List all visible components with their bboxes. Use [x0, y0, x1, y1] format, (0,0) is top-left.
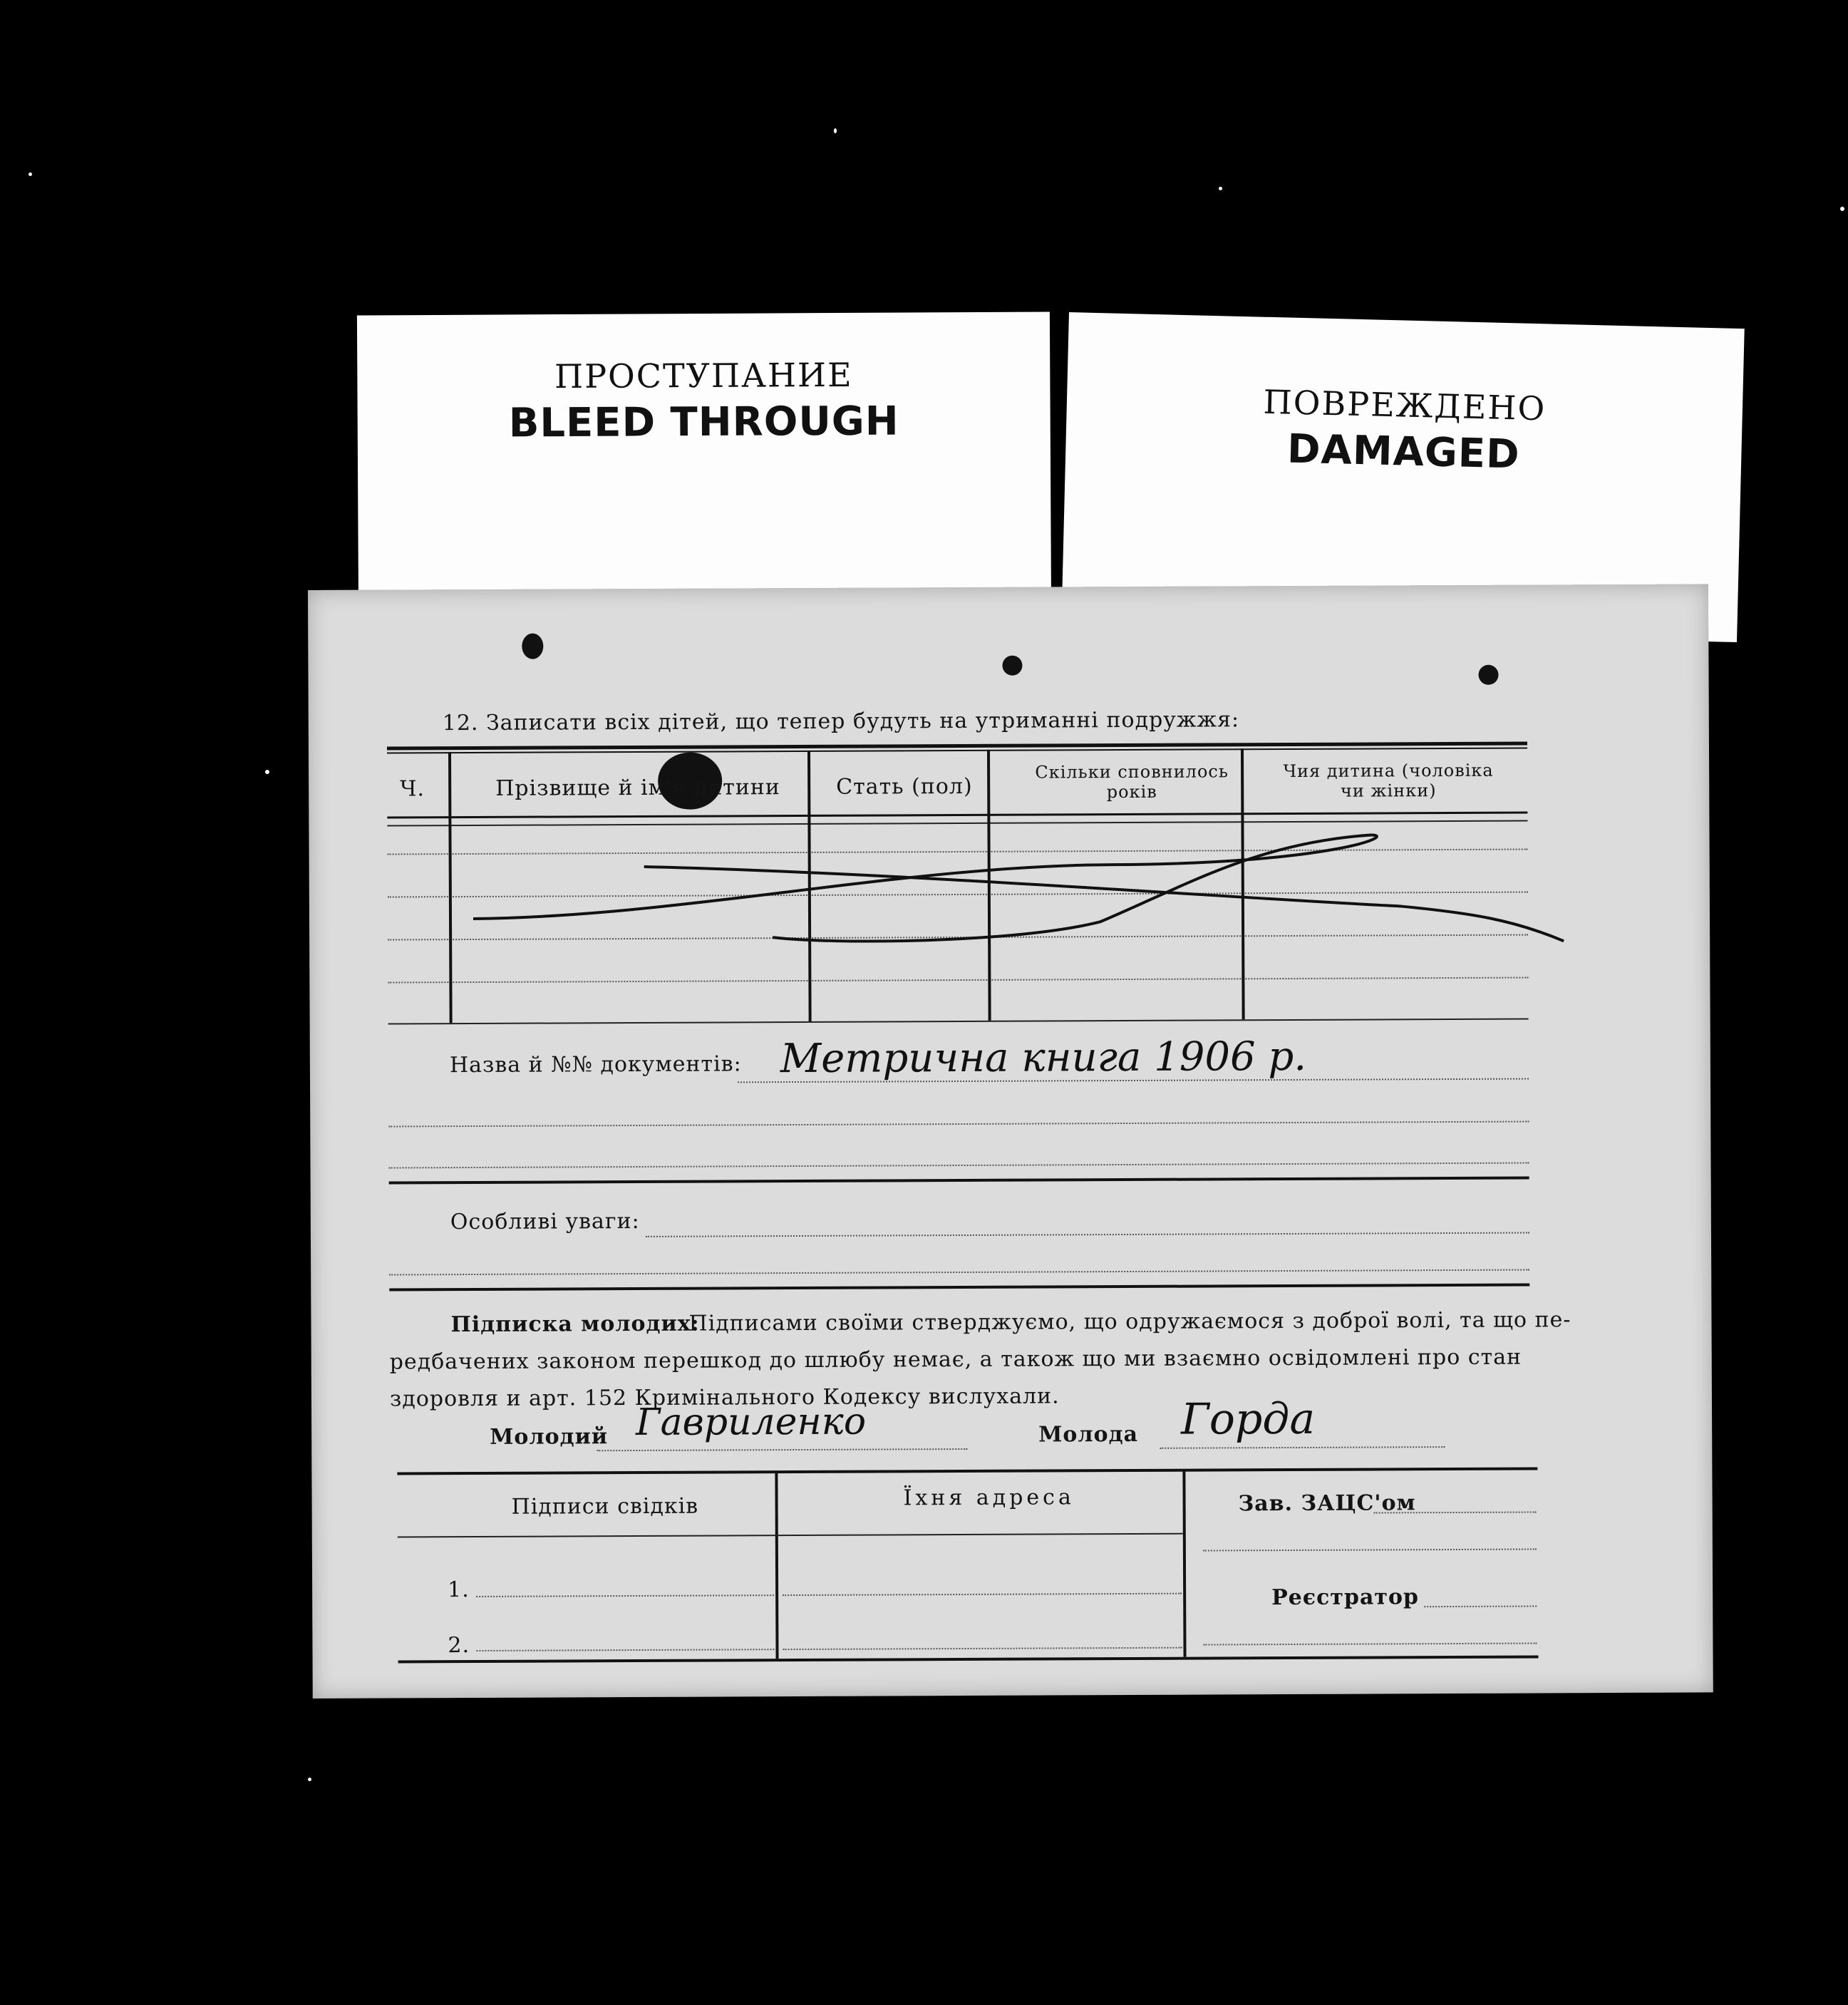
groom-label: Молодий	[490, 1424, 609, 1450]
cancellation-scribble	[473, 820, 1578, 953]
table-header-sex: Стать (пол)	[836, 773, 973, 800]
pledge-text-line-3: здоровля и арт. 152 Кримінального Кодексу вислухали.	[389, 1383, 1060, 1412]
registrar-label: Реєстратор	[1271, 1584, 1420, 1611]
witness-number-2: 2.	[448, 1633, 470, 1659]
head-label: Зав. ЗАЦС'ом	[1238, 1490, 1416, 1517]
witnesses-header: Підписи свідків	[511, 1493, 699, 1520]
address-header: Їхня адреса	[903, 1485, 1075, 1511]
punch-hole	[1002, 656, 1022, 676]
bleed-through-card	[357, 311, 1051, 614]
documents-handwritten: Метрична книга 1906 р.	[780, 1033, 1307, 1083]
bride-label: Молода	[1038, 1421, 1139, 1448]
table-header-name: Прізвище й ім'я дитини	[495, 775, 780, 801]
table-header-number: Ч.	[400, 776, 425, 802]
witness-number-1: 1.	[448, 1577, 470, 1603]
section-12-heading: 12. Записати всіх дітей, що тепер будуть на утриманні подружжя:	[442, 707, 1240, 736]
marriage-record-form	[308, 584, 1713, 1699]
bleed-through-label-en: BLEED THROUGH	[508, 398, 899, 447]
groom-signature: Гавриленко	[635, 1400, 867, 1445]
punch-hole	[522, 634, 543, 659]
damaged-label-en: DAMAGED	[1286, 426, 1521, 478]
table-header-age: Скільки сповнилось років	[1035, 761, 1229, 803]
bleed-through-label-ru: ПРОСТУПАНИЕ	[554, 355, 853, 396]
punch-hole	[1478, 665, 1498, 685]
pledge-text-line-1: Підписами своїми стверджуємо, що одружаємося з доброї волі, та що пе-	[688, 1307, 1571, 1336]
table-header-parent: Чия дитина (чоловіка чи жінки)	[1283, 760, 1494, 801]
pledge-title: Підписка молодих:	[450, 1311, 700, 1338]
damaged-label-ru: ПОВРЕЖДЕНО	[1263, 382, 1547, 428]
documents-label: Назва й №№ документів:	[449, 1051, 742, 1078]
bride-signature: Горда	[1180, 1393, 1316, 1445]
remarks-label: Особливі уваги:	[450, 1208, 640, 1235]
pledge-text-line-2: редбачених законом перешкод до шлюбу немає, а також що ми взаємно освідомлені про стан	[389, 1344, 1522, 1375]
